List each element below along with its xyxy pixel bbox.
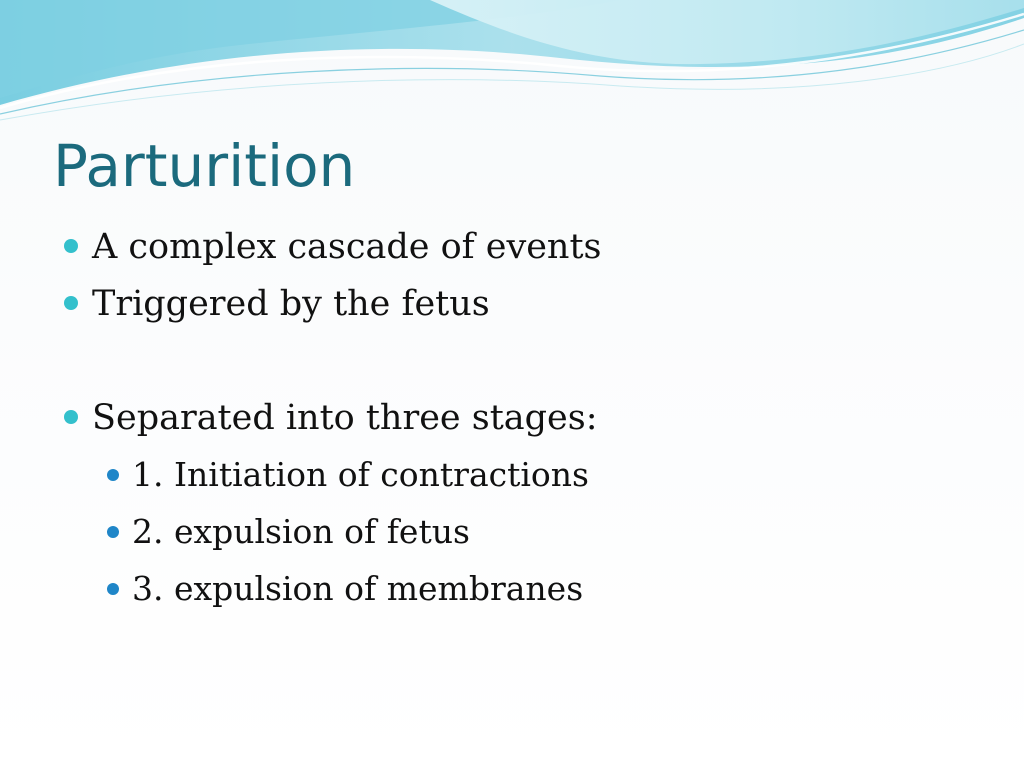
bullet-item [92,282,490,326]
bullet-text: Separated into three stages: [92,398,598,438]
bullet-item [92,396,598,440]
sub-bullet-item [132,511,470,553]
header-wave-decoration [0,0,1024,130]
bullet-dot-icon [64,296,78,310]
slide-title: Parturition [53,132,356,200]
sub-bullet-dot-icon [107,526,119,538]
sub-bullet-text: 1. Initiation of contractions [132,455,589,494]
sub-bullet-text: 2. expulsion of fetus [132,512,470,551]
bullet-item [92,225,602,269]
sub-bullet-text: 3. expulsion of membranes [132,569,584,608]
bullet-dot-icon [64,410,78,424]
sub-bullet-item [132,568,583,610]
bullet-text: Triggered by the fetus [92,284,490,324]
bullet-dot-icon [64,239,78,253]
sub-bullet-dot-icon [107,469,119,481]
sub-bullet-item [132,454,589,496]
bullet-text: A complex cascade of events [92,227,602,267]
sub-bullet-dot-icon [107,583,119,595]
